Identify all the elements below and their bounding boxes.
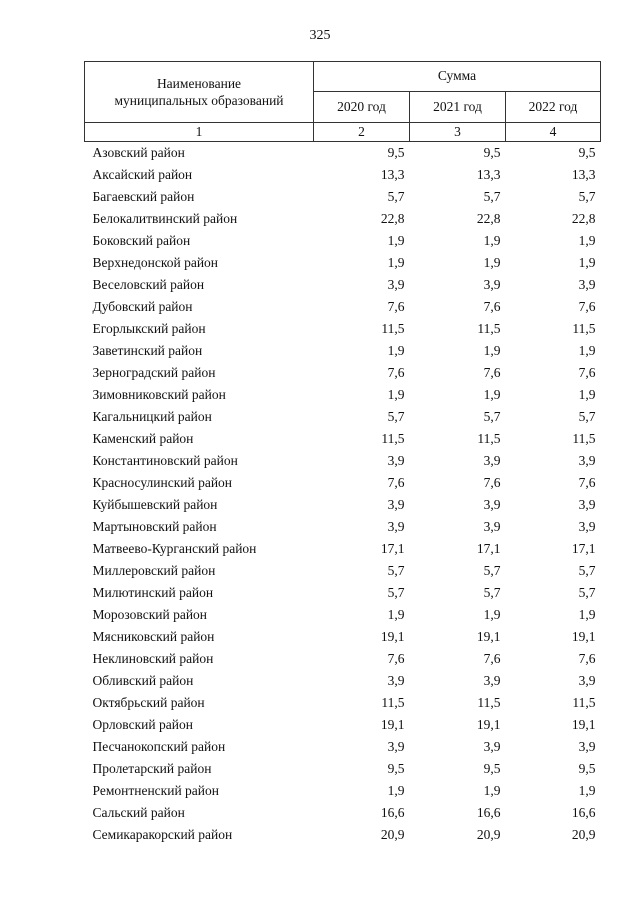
- amount-2021: 1,9: [483, 343, 501, 358]
- header-col-number-2: 2: [314, 123, 410, 142]
- table-row: [85, 802, 601, 824]
- amount-2020: 16,6: [380, 805, 405, 820]
- amount-2020: 3,9: [387, 739, 405, 754]
- table-row: [85, 318, 601, 340]
- amount-2021: 9,5: [483, 145, 501, 160]
- table-row: [85, 274, 601, 296]
- table-row: [85, 736, 601, 758]
- amount-2020: 1,9: [387, 783, 405, 798]
- amount-2021: 19,1: [476, 629, 501, 644]
- amount-2022: 5,7: [578, 409, 596, 424]
- amount-2020: 9,5: [387, 761, 405, 776]
- amount-2020: 13,3: [380, 167, 405, 182]
- table-row: [85, 560, 601, 582]
- amount-2022: 3,9: [578, 673, 596, 688]
- amount-2022: 1,9: [578, 255, 596, 270]
- district-name: Верхнедонской район: [92, 255, 219, 270]
- table-row: [85, 648, 601, 670]
- header-name-cell: [85, 62, 314, 123]
- table-row: [85, 406, 601, 428]
- amount-2021: 1,9: [483, 233, 501, 248]
- district-name: Зимовниковский район: [92, 387, 226, 402]
- header-col-number-1: 1: [85, 123, 314, 142]
- table-row: [85, 582, 601, 604]
- district-name: Неклиновский район: [92, 651, 214, 666]
- table-row: [85, 252, 601, 274]
- amount-2020: 3,9: [387, 673, 405, 688]
- table-row: [85, 670, 601, 692]
- header-name-line1: Наименование: [156, 76, 242, 91]
- table-row: [85, 208, 601, 230]
- amount-2021: 7,6: [483, 299, 501, 314]
- district-name: Боковский район: [92, 233, 191, 248]
- amount-2022: 7,6: [578, 299, 596, 314]
- table-row: [85, 626, 601, 648]
- amount-2021: 5,7: [483, 189, 501, 204]
- header-col-number-4: 4: [506, 123, 601, 142]
- page-number: 325: [309, 28, 331, 43]
- amount-2021: 13,3: [476, 167, 501, 182]
- amount-2021: 11,5: [477, 321, 501, 336]
- district-name: Сальский район: [92, 805, 185, 820]
- district-name: Азовский район: [92, 145, 185, 160]
- table-row: [85, 604, 601, 626]
- amount-2020: 5,7: [387, 585, 405, 600]
- amount-2022: 1,9: [578, 233, 596, 248]
- amount-2022: 22,8: [571, 211, 596, 226]
- header-year-2022: 2022 год: [506, 91, 601, 122]
- table-row: [85, 472, 601, 494]
- amount-2020: 1,9: [387, 343, 405, 358]
- table-row: [85, 714, 601, 736]
- amount-2022: 19,1: [571, 629, 596, 644]
- amount-2020: 17,1: [380, 541, 405, 556]
- amount-2020: 1,9: [387, 255, 405, 270]
- district-name: Песчанокопский район: [92, 739, 226, 754]
- amount-2021: 17,1: [476, 541, 501, 556]
- table-row: [85, 538, 601, 560]
- district-name: Октябрьский район: [92, 695, 205, 710]
- amount-2020: 9,5: [387, 145, 405, 160]
- district-name: Заветинский район: [92, 343, 203, 358]
- table-row: [85, 384, 601, 406]
- district-name: Каменский район: [92, 431, 194, 446]
- amount-2022: 3,9: [578, 453, 596, 468]
- amount-2021: 3,9: [483, 497, 501, 512]
- amount-2021: 1,9: [483, 607, 501, 622]
- amount-2020: 3,9: [387, 497, 405, 512]
- amount-2020: 3,9: [387, 453, 405, 468]
- amount-2022: 7,6: [578, 475, 596, 490]
- table-row: [85, 296, 601, 318]
- district-name: Дубовский район: [92, 299, 193, 314]
- amount-2022: 3,9: [578, 277, 596, 292]
- district-name: Обливский район: [92, 673, 194, 688]
- amount-2022: 11,5: [572, 695, 596, 710]
- table-row: [85, 494, 601, 516]
- district-name: Морозовский район: [92, 607, 208, 622]
- amount-2020: 19,1: [380, 717, 405, 732]
- table-row: [85, 186, 601, 208]
- table-row: [85, 692, 601, 714]
- amount-2020: 19,1: [380, 629, 405, 644]
- amount-2022: 17,1: [571, 541, 596, 556]
- amount-2022: 1,9: [578, 387, 596, 402]
- district-name: Куйбышевский район: [92, 497, 218, 512]
- amount-2020: 3,9: [387, 519, 405, 534]
- district-name: Зерноградский район: [92, 365, 216, 380]
- amount-2021: 7,6: [483, 475, 501, 490]
- district-name: Багаевский район: [92, 189, 195, 204]
- district-name: Семикаракорский район: [92, 827, 233, 842]
- header-name-line2: муниципальных образований: [114, 93, 284, 108]
- table-row: [85, 780, 601, 802]
- header-year-2020: 2020 год: [314, 91, 410, 122]
- amount-2021: 5,7: [483, 585, 501, 600]
- amount-2022: 1,9: [578, 343, 596, 358]
- amount-2022: 5,7: [578, 189, 596, 204]
- amount-2022: 16,6: [571, 805, 596, 820]
- table-row: [85, 164, 601, 186]
- amount-2021: 3,9: [483, 519, 501, 534]
- amount-2021: 22,8: [476, 211, 501, 226]
- amount-2020: 20,9: [380, 827, 405, 842]
- amount-2020: 22,8: [380, 211, 405, 226]
- amount-2022: 3,9: [578, 497, 596, 512]
- allocation-table: [84, 61, 601, 846]
- amount-2021: 1,9: [483, 255, 501, 270]
- amount-2021: 5,7: [483, 409, 501, 424]
- district-name: Кагальницкий район: [92, 409, 212, 424]
- amount-2020: 7,6: [387, 651, 405, 666]
- amount-2020: 5,7: [387, 189, 405, 204]
- header-year-2021: 2021 год: [410, 91, 506, 122]
- table-row: [85, 824, 601, 846]
- amount-2022: 3,9: [578, 739, 596, 754]
- district-name: Егорлыкский район: [92, 321, 206, 336]
- amount-2021: 1,9: [483, 783, 501, 798]
- table-header: [85, 62, 601, 142]
- district-name: Матвеево-Курганский район: [92, 541, 257, 556]
- table-row: [85, 142, 601, 165]
- amount-2021: 19,1: [476, 717, 501, 732]
- table-body: [85, 142, 601, 847]
- amount-2021: 7,6: [483, 651, 501, 666]
- amount-2021: 7,6: [483, 365, 501, 380]
- amount-2022: 5,7: [578, 585, 596, 600]
- header-sum: Сумма: [314, 62, 601, 92]
- district-name: Веселовский район: [92, 277, 205, 292]
- amount-2020: 7,6: [387, 299, 405, 314]
- table-row: [85, 758, 601, 780]
- header-col-number-3: 3: [410, 123, 506, 142]
- amount-2022: 1,9: [578, 607, 596, 622]
- table-row: [85, 340, 601, 362]
- amount-2020: 3,9: [387, 277, 405, 292]
- amount-2022: 20,9: [571, 827, 596, 842]
- amount-2020: 1,9: [387, 387, 405, 402]
- amount-2021: 11,5: [477, 695, 501, 710]
- district-name: Ремонтненский район: [92, 783, 219, 798]
- amount-2021: 11,5: [477, 431, 501, 446]
- amount-2022: 9,5: [578, 761, 596, 776]
- amount-2020: 5,7: [387, 409, 405, 424]
- amount-2022: 1,9: [578, 783, 596, 798]
- table-row: [85, 230, 601, 252]
- amount-2020: 1,9: [387, 233, 405, 248]
- table-row: [85, 516, 601, 538]
- district-name: Аксайский район: [92, 167, 193, 182]
- amount-2020: 11,5: [381, 321, 405, 336]
- amount-2021: 3,9: [483, 453, 501, 468]
- amount-2020: 1,9: [387, 607, 405, 622]
- district-name: Мартыновский район: [92, 519, 217, 534]
- table-row: [85, 428, 601, 450]
- amount-2020: 5,7: [387, 563, 405, 578]
- amount-2022: 5,7: [578, 563, 596, 578]
- district-name: Мясниковский район: [92, 629, 215, 644]
- district-name: Пролетарский район: [92, 761, 212, 776]
- amount-2021: 20,9: [476, 827, 501, 842]
- district-name: Константиновский район: [92, 453, 238, 468]
- amount-2022: 9,5: [578, 145, 596, 160]
- table-row: [85, 362, 601, 384]
- amount-2021: 1,9: [483, 387, 501, 402]
- amount-2021: 3,9: [483, 673, 501, 688]
- district-name: Белокалитвинский район: [92, 211, 238, 226]
- amount-2021: 3,9: [483, 739, 501, 754]
- table-row: [85, 450, 601, 472]
- amount-2022: 11,5: [572, 431, 596, 446]
- amount-2020: 7,6: [387, 365, 405, 380]
- amount-2021: 5,7: [483, 563, 501, 578]
- amount-2022: 7,6: [578, 365, 596, 380]
- district-name: Милютинский район: [92, 585, 214, 600]
- amount-2020: 11,5: [381, 695, 405, 710]
- amount-2021: 16,6: [476, 805, 501, 820]
- amount-2021: 3,9: [483, 277, 501, 292]
- district-name: Орловский район: [92, 717, 193, 732]
- district-name: Красносулинский район: [92, 475, 233, 490]
- amount-2022: 7,6: [578, 651, 596, 666]
- amount-2022: 11,5: [572, 321, 596, 336]
- amount-2022: 3,9: [578, 519, 596, 534]
- amount-2022: 13,3: [571, 167, 596, 182]
- district-name: Миллеровский район: [92, 563, 216, 578]
- amount-2020: 7,6: [387, 475, 405, 490]
- amount-2022: 19,1: [571, 717, 596, 732]
- amount-2021: 9,5: [483, 761, 501, 776]
- amount-2020: 11,5: [381, 431, 405, 446]
